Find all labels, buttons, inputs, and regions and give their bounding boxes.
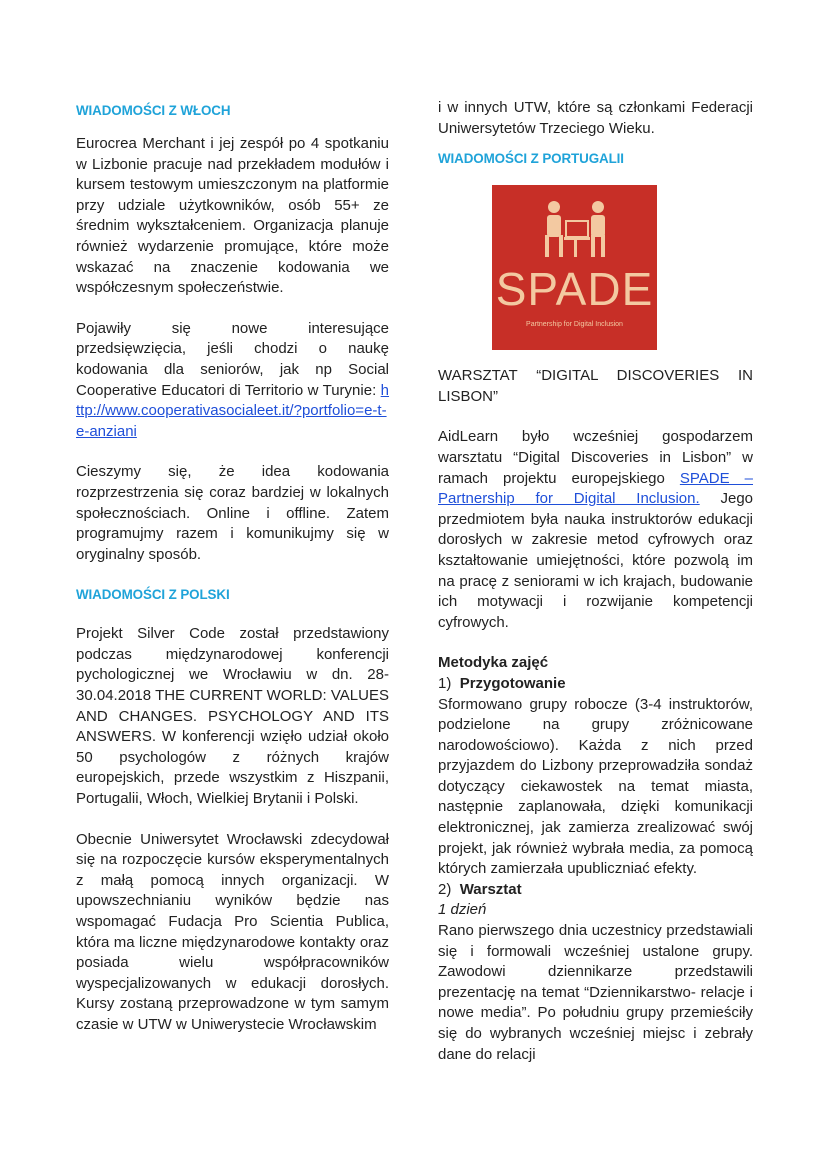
italy-paragraph-2-text: Pojawiły się nowe interesujące przedsięwzięcia, jeśli chodzi o naukę kodowania dla seniorów, jak np Social Cooperative Educatori di Territorio w Turynie:	[76, 319, 389, 399]
workshop-text-after: Jego przedmiotem była nauka instruktorów edukacji dorosłych w zakresie metod cyfrowych oraz kształtowanie umiejętności, które pozwolą im na pracę z seniorami w ich krajach, budowanie ich motywacji i rozwijanie kompetencji cyfrowych.	[438, 490, 753, 631]
italy-paragraph-3: Cieszymy się, że idea kodowania rozprzestrzenia się coraz bardziej w lokalnych społecznościach. Online i offline. Zatem programujmy razem i komunikujmy się w oryginalny sposób.	[76, 463, 389, 563]
workshop-title: WARSZTAT “DIGITAL DISCOVERIES IN LISBON”	[438, 367, 753, 405]
workshop-text-before: AidLearn było wcześniej gospodarzem warsztatu “Digital Discoveries in Lisbon” w ramach projektu europejskiego	[438, 428, 753, 487]
poland-paragraph-1: Projekt Silver Code został przedstawiony podczas międzynarodowej konferencji pychologicznej we Wrocławiu w dn. 28-30.04.2018 THE CURRENT WORLD: VALUES AND CHANGES. PSYCHOLOGY AND ITS ANSWERS. W konferencji wzięło udział około 50 psychologów z różnych krajów europejskich, przede wszystkim z Hiszpanii, Portugalii, Włoch, Wielkiej Brytanii i Polski.	[76, 625, 389, 808]
step-1-label: Przygotowanie	[459, 674, 566, 692]
cooperativa-link[interactable]: http://www.cooperativasocialeet.it/?portfolio=e-t-e-anziani	[76, 381, 390, 440]
workshop-paragraph	[438, 427, 753, 633]
spade-logo-tagline: Partnership for Digital Inclusion	[526, 321, 623, 329]
spade-link[interactable]: SPADE – Partnership for Digital Inclusion.	[438, 469, 753, 508]
italy-news-heading: WIADOMOŚCI Z WŁOCH	[76, 103, 231, 118]
step-1-number: 1)	[438, 674, 452, 692]
spade-logo-word: SPADE	[495, 263, 654, 316]
spade-logo	[492, 185, 657, 350]
left-column	[76, 98, 389, 1036]
step-1-text: Sformowano grupy robocze (3-4 instruktorów, podzielone na grupy zróżnicowane narodowościowo). Każda z nich przed przyjazdem do Lizbony przeprowadziła sondaż dotyczący ciekawostek na temat miasta, następnie zaplanowała, dzięki komunikacji elektronicznej, jak zamierza zrealizować swój projekt, jak również wybrała media, za pomocą których zamierzała upubliczniać efekty.	[438, 695, 753, 878]
day-1-label: 1 dzień	[438, 901, 487, 919]
poland-paragraph-2: Obecnie Uniwersytet Wrocławski zdecydował się na rozpoczęcie kursów eksperymentalnych z małą pomocą innych organizacji. W upowszechnianiu wyników będzie nas wspomagać Fudacja Pro Scientia Publica, która ma liczne międzynarodowe kontakty oraz posiada wielu współpracowników wyspecjalizowanych w edukacji dorosłych. Kursy zostaną przeprowadzone w tym samym czasie w UTW w Uniwerystecie Wrocławskim	[76, 830, 389, 1033]
continuation-text: i w innych UTW, które są członkami Federacji Uniwersytetów Trzeciego Wieku.	[438, 99, 753, 137]
step-2-number: 2)	[438, 880, 452, 898]
portugal-news-heading: WIADOMOŚCI Z PORTUGALII	[438, 151, 624, 167]
poland-news-heading: WIADOMOŚCI Z POLSKI	[76, 587, 230, 603]
step-2-label: Warsztat	[459, 880, 522, 898]
italy-paragraph-2	[76, 319, 389, 443]
day-1-text: Rano pierwszego dnia uczestnicy przedstawiali się i formowali wcześniej ustalone grupy. Zawodowi dziennikarze przedstawili prezentację na temat “Dziennikarstwo- relacje i nowe media”. Po południu grupy przemieściły się do wybranych wcześniej miejsc i zebrały dane do relacji	[438, 922, 753, 1063]
italy-paragraph-1: Eurocrea Merchant i jej zespół po 4 spotkaniu w Lizbonie pracuje nad przekładem modułów i kursem testowym umieszczonym na platformie przy udziale użytkowników, osób 55+ ze średnim wykształceniem. Organizacja planuje również wydarzenie promujące, które może wskazać na znaczenie kodowania we współczesnym społeczeństwie.	[76, 135, 389, 297]
step-2-line	[438, 880, 753, 901]
step-1-line	[438, 674, 753, 695]
right-column	[438, 98, 753, 1065]
method-heading: Metodyka zajęć	[438, 654, 549, 672]
